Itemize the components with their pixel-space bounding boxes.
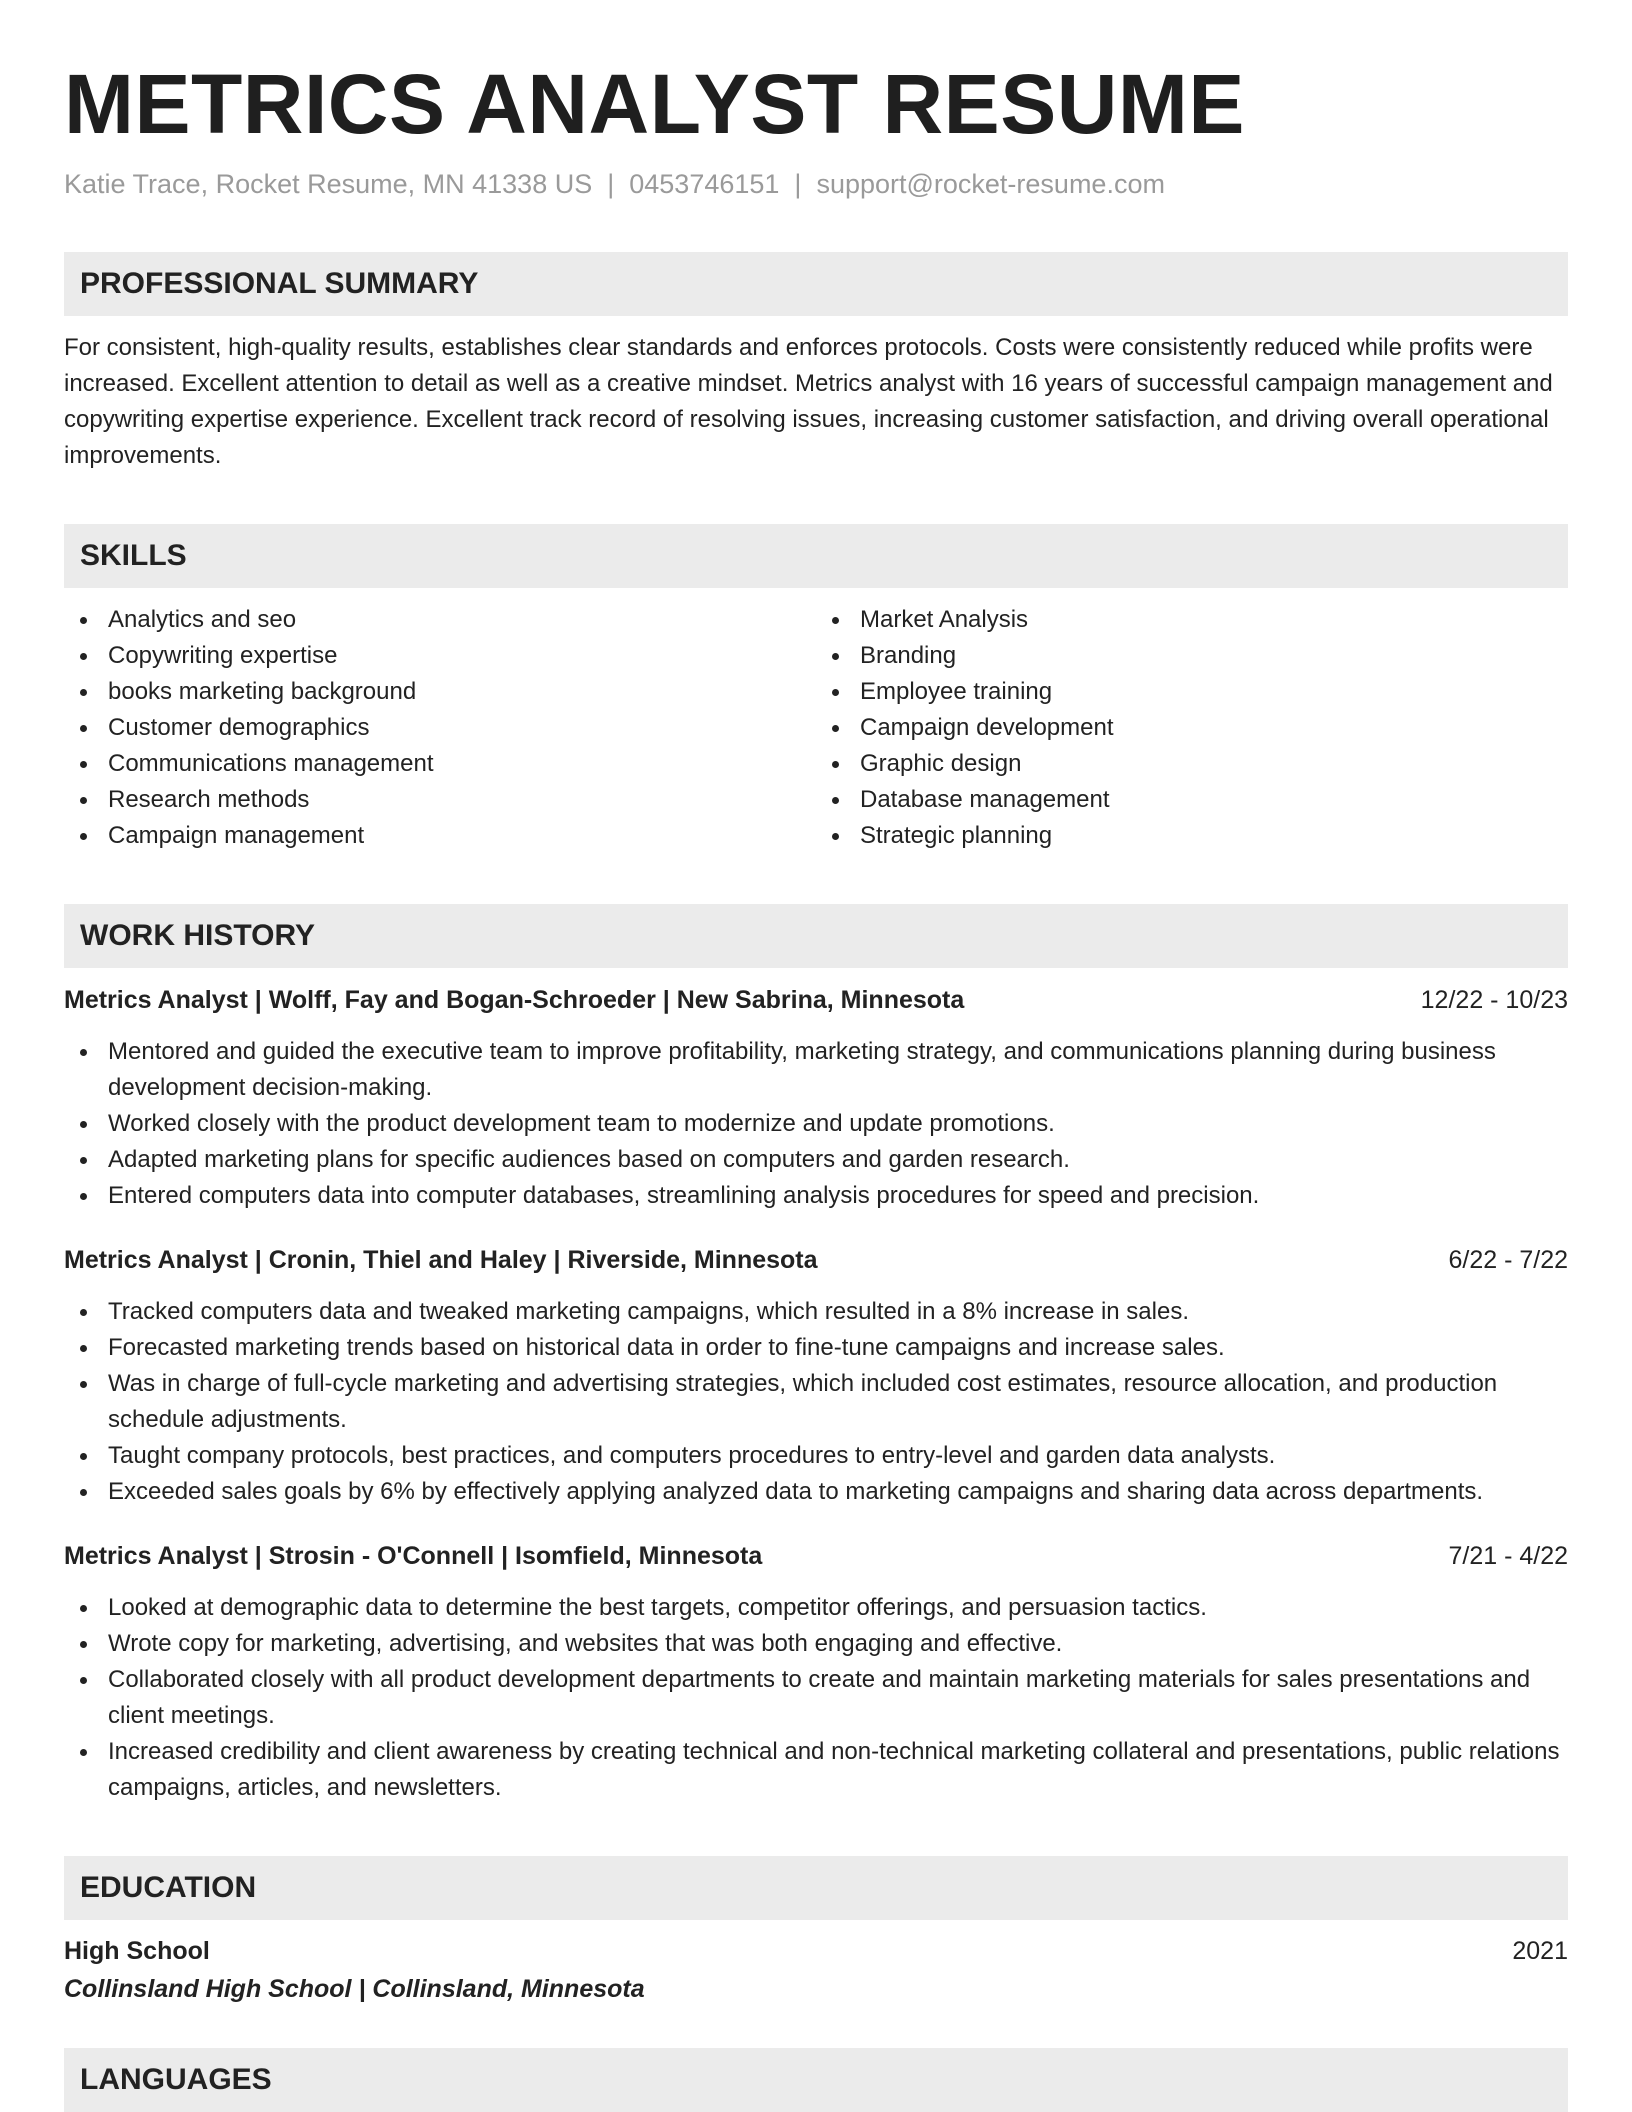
education-year: 2021 <box>1512 1937 1568 1965</box>
skill-item: Database management <box>816 782 1568 818</box>
contact-separator: | <box>794 169 802 199</box>
job-bullet: Increased credibility and client awareness by creating technical and non-technical marketing collateral and presentations, public relations campaigns, articles, and newsletters. <box>64 1734 1568 1806</box>
skill-item: Analytics and seo <box>64 602 816 638</box>
job-bullet: Collaborated closely with all product development departments to create and maintain marketing materials for sales presentations and client meetings. <box>64 1662 1568 1734</box>
skill-item: Customer demographics <box>64 710 816 746</box>
skill-item: Campaign management <box>64 818 816 854</box>
education-header <box>64 1932 1568 1970</box>
contact-address: Katie Trace, Rocket Resume, MN 41338 US <box>64 169 593 199</box>
job-dates: 12/22 - 10/23 <box>1420 986 1568 1014</box>
skill-item: Branding <box>816 638 1568 674</box>
job-bullet: Adapted marketing plans for specific audiences based on computers and garden research. <box>64 1142 1568 1178</box>
education-entry <box>64 1932 1568 2008</box>
job-dates: 7/21 - 4/22 <box>1448 1542 1568 1570</box>
job-bullet: Worked closely with the product development team to modernize and update promotions. <box>64 1106 1568 1142</box>
job-bullets <box>64 1034 1568 1214</box>
skill-item: Research methods <box>64 782 816 818</box>
section-header-skills: SKILLS <box>64 524 1568 588</box>
section-header-education: EDUCATION <box>64 1856 1568 1920</box>
job-entry <box>64 1536 1568 1806</box>
job-bullet: Was in charge of full-cycle marketing and advertising strategies, which included cost estimates, resource allocation, and production schedule adjustments. <box>64 1366 1568 1438</box>
job-bullets <box>64 1590 1568 1806</box>
skills-list <box>64 602 1568 854</box>
education-degree: High School <box>64 1937 210 1965</box>
skill-item: Graphic design <box>816 746 1568 782</box>
contact-line <box>64 166 1568 202</box>
job-entry <box>64 1240 1568 1510</box>
skill-item: Copywriting expertise <box>64 638 816 674</box>
job-title: Metrics Analyst | Strosin - O'Connell | Isomfield, Minnesota <box>64 1542 763 1570</box>
skill-item: Market Analysis <box>816 602 1568 638</box>
job-bullet: Exceeded sales goals by 6% by effectively applying analyzed data to marketing campaigns and sharing data across departments. <box>64 1474 1568 1510</box>
job-bullets <box>64 1294 1568 1510</box>
job-bullet: Forecasted marketing trends based on historical data in order to fine-tune campaigns and increase sales. <box>64 1330 1568 1366</box>
job-entry <box>64 980 1568 1214</box>
job-header <box>64 1536 1568 1576</box>
skills-column-right <box>816 602 1568 854</box>
section-header-summary: PROFESSIONAL SUMMARY <box>64 252 1568 316</box>
job-title: Metrics Analyst | Cronin, Thiel and Haley | Riverside, Minnesota <box>64 1246 818 1274</box>
job-bullet: Wrote copy for marketing, advertising, and websites that was both engaging and effective. <box>64 1626 1568 1662</box>
job-dates: 6/22 - 7/22 <box>1448 1246 1568 1274</box>
education-school: Collinsland High School | Collinsland, Minnesota <box>64 1975 645 2003</box>
skill-item: Communications management <box>64 746 816 782</box>
contact-email[interactable]: support@rocket-resume.com <box>816 169 1165 199</box>
skill-item: Campaign development <box>816 710 1568 746</box>
summary-text: For consistent, high-quality results, establishes clear standards and enforces protocols. Costs were consistently reduced while profits were increased. Excellent attention to detail as well as a creative mindset. Metrics analyst with 16 years of successful campaign management and copywriting expertise experience. Excellent track record of resolving issues, increasing customer satisfaction, and driving overall operational improvements. <box>64 334 1553 469</box>
skill-item: Strategic planning <box>816 818 1568 854</box>
job-bullet: Mentored and guided the executive team to improve profitability, marketing strategy, and communications planning during business development decision-making. <box>64 1034 1568 1106</box>
job-bullet: Tracked computers data and tweaked marketing campaigns, which resulted in a 8% increase in sales. <box>64 1294 1568 1330</box>
job-bullet: Looked at demographic data to determine the best targets, competitor offerings, and persuasion tactics. <box>64 1590 1568 1626</box>
section-header-languages: LANGUAGES <box>64 2048 1568 2112</box>
section-header-work-history: WORK HISTORY <box>64 904 1568 968</box>
job-bullet: Taught company protocols, best practices, and computers procedures to entry-level and garden data analysts. <box>64 1438 1568 1474</box>
job-header <box>64 980 1568 1020</box>
job-header <box>64 1240 1568 1280</box>
resume-title: METRICS ANALYST RESUME <box>64 57 1245 151</box>
skill-item: books marketing background <box>64 674 816 710</box>
contact-phone: 0453746151 <box>629 169 780 199</box>
contact-separator: | <box>607 169 615 199</box>
job-title: Metrics Analyst | Wolff, Fay and Bogan-Schroeder | New Sabrina, Minnesota <box>64 986 965 1014</box>
job-bullet: Entered computers data into computer databases, streamlining analysis procedures for speed and precision. <box>64 1178 1568 1214</box>
skills-column-left <box>64 602 816 854</box>
skill-item: Employee training <box>816 674 1568 710</box>
